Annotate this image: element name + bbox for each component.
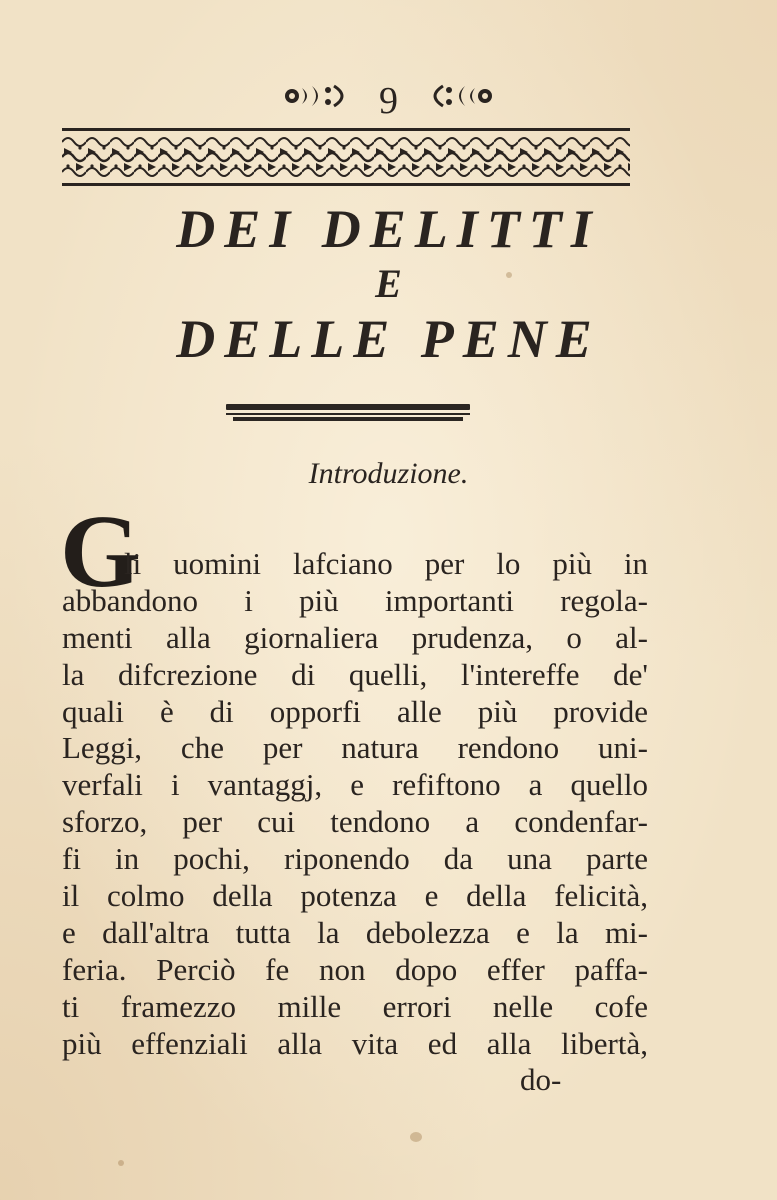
text-line: sforzo, per cui tendono a condenfar- <box>62 804 648 840</box>
text-line: verfali i vantaggj, e refiftono a quello <box>62 767 648 803</box>
decorative-rule <box>226 404 470 421</box>
paper-foxing-spot <box>410 1132 422 1142</box>
left-flourish-icon <box>282 78 362 123</box>
body-text <box>62 546 648 1062</box>
title-line-2: E <box>375 261 402 306</box>
text-line: menti alla giornaliera prudenza, o al- <box>62 619 648 655</box>
text-line: fi in pochi, riponendo da una parte <box>62 841 648 877</box>
page-number: 9 <box>379 79 398 122</box>
catchword: do- <box>520 1062 562 1097</box>
paper-foxing-spot <box>118 1160 124 1166</box>
text-line: il colmo della potenza e della felicità, <box>62 878 648 914</box>
right-flourish-icon <box>415 78 495 123</box>
text-line: più effenziali alla vita ed alla libertà, <box>62 1025 648 1061</box>
page-header <box>0 78 777 123</box>
title-line-3: DELLE PENE <box>176 309 601 369</box>
text-line: Leggi, che per natura rendono uni- <box>62 730 648 766</box>
text-line: e dall'altra tutta la debolezza e la mi- <box>62 914 648 950</box>
section-heading: Introduzione. <box>308 457 469 490</box>
title-line-1: DEI DELITTI <box>176 199 601 259</box>
text-line: abbandono i più importanti regola- <box>62 582 648 618</box>
text-line: li uomini lafciano per lo più in <box>124 546 648 581</box>
text-line: quali è di opporfi alle più provide <box>62 693 648 729</box>
decorative-border-band <box>62 128 630 186</box>
text-line: feria. Perciò fe non dopo effer paffa- <box>62 951 648 987</box>
paper-foxing-spot <box>506 272 512 278</box>
drop-cap: G <box>60 494 141 609</box>
text-line: ti framezzo mille errori nelle cofe <box>62 988 648 1024</box>
text-line: la difcrezione di quelli, l'intereffe de' <box>62 656 648 692</box>
